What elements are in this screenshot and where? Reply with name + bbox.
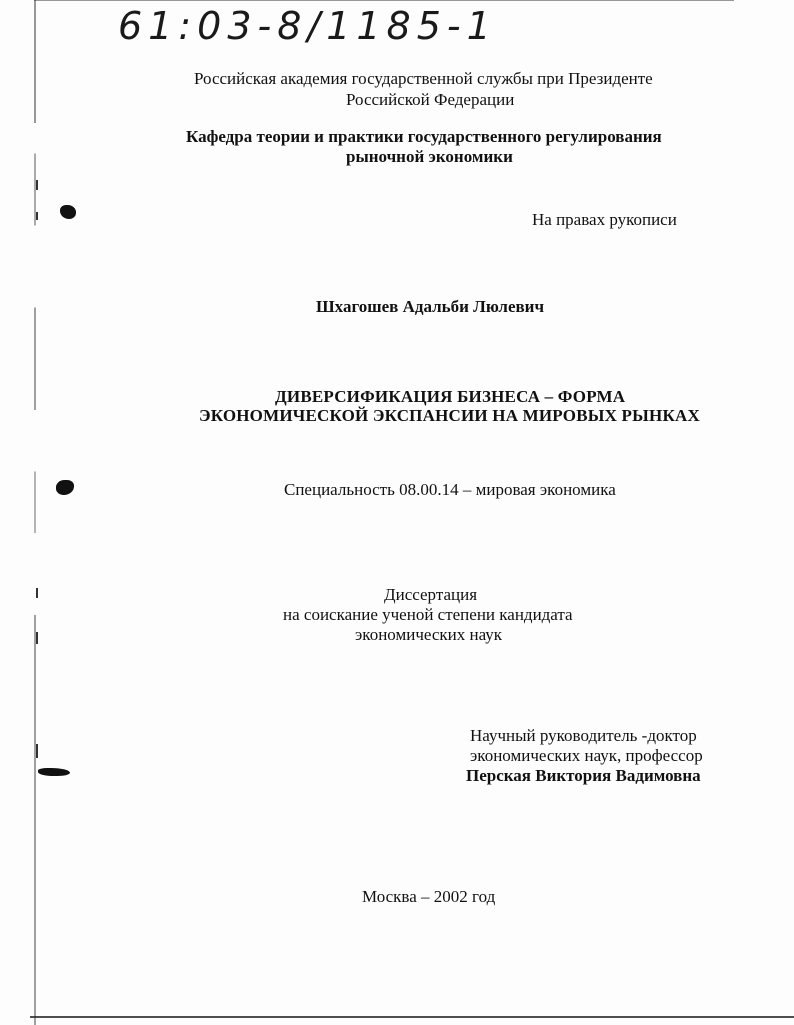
ink-blot-mark xyxy=(38,768,70,776)
supervisor-line-1: Научный руководитель -доктор xyxy=(470,726,697,745)
scan-tick-mark xyxy=(36,744,38,758)
supervisor-name: Перская Виктория Вадимовна xyxy=(466,766,701,785)
title-line-2: ЭКОНОМИЧЕСКОЙ ЭКСПАНСИИ НА МИРОВЫХ РЫНКАХ xyxy=(199,406,700,425)
dissertation-line-3: экономических наук xyxy=(355,625,503,644)
manuscript-note: На правах рукописи xyxy=(532,210,677,229)
dissertation-line-1: Диссертация xyxy=(384,585,478,604)
ink-blot-mark xyxy=(60,205,76,219)
institution-line-1: Российская академия государственной службы при Президенте xyxy=(194,69,653,88)
scan-bottom-edge xyxy=(30,1016,794,1018)
scan-tick-mark xyxy=(36,180,38,190)
scan-tick-mark xyxy=(36,588,38,598)
author-name: Шхагошев Адальби Люлевич xyxy=(316,297,545,316)
scan-tick-mark xyxy=(36,632,38,644)
handwritten-archive-code: 61:03-8/1185-1 xyxy=(118,4,497,48)
dissertation-line-2: на соискание ученой степени кандидата xyxy=(283,605,573,624)
scan-tick-mark xyxy=(36,212,38,220)
supervisor-line-2: экономических наук, профессор xyxy=(470,746,703,765)
title-line-1: ДИВЕРСИФИКАЦИЯ БИЗНЕСА – ФОРМА xyxy=(275,387,626,406)
city-year: Москва – 2002 год xyxy=(362,887,496,906)
scan-left-edge xyxy=(34,0,36,1025)
specialty-line: Специальность 08.00.14 – мировая экономика xyxy=(284,480,616,499)
scan-top-edge xyxy=(34,0,734,1)
institution-line-2: Российской Федерации xyxy=(346,90,515,109)
ink-blot-mark xyxy=(56,480,74,495)
department-line-1: Кафедра теории и практики государственного регулирования xyxy=(186,127,662,146)
department-line-2: рыночной экономики xyxy=(346,147,513,166)
